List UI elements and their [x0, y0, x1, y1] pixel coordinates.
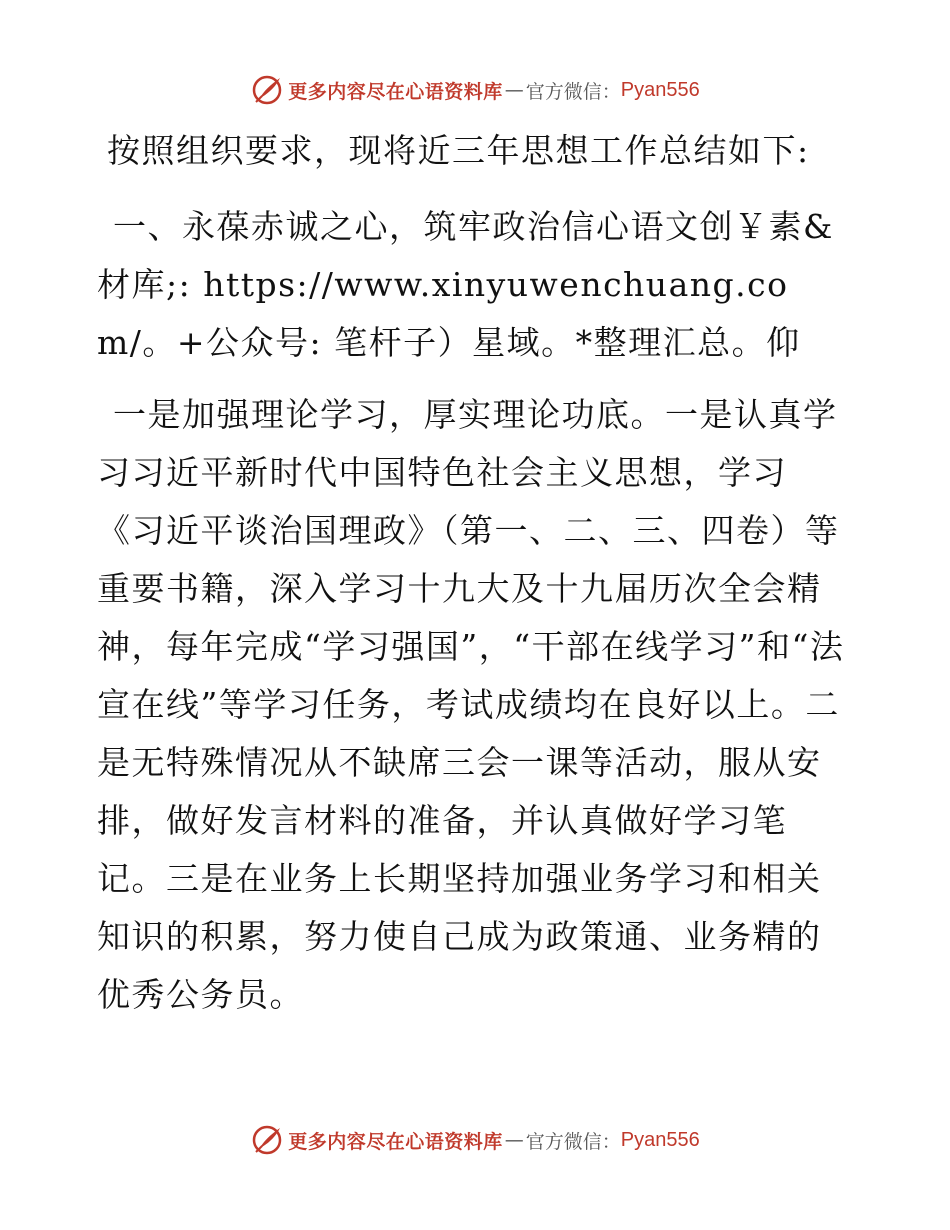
watermark-separator: — — [504, 79, 524, 101]
section-heading-paragraph: 一、永葆赤诚之心，筑牢政治信心语文创￥素&材库;: https://www.xinyuwenchuang.com/。+公众号: 笔杆子）星域。*整理汇总。仰 — [97, 207, 834, 362]
watermark-wechat-label: 官方微信： — [525, 1130, 621, 1153]
watermark-wechat-id: Pyan556 — [620, 1128, 700, 1151]
intro-paragraph: 按照组织要求，现将近三年思想工作总结如下: — [107, 131, 810, 170]
feather-pen-logo-icon — [250, 73, 284, 107]
footer-watermark — [0, 1120, 950, 1160]
watermark-wechat-id: Pyan556 — [620, 78, 700, 101]
watermark-separator: — — [504, 1129, 524, 1151]
watermark-site-text: 更多内容尽在心语资料库 — [288, 1130, 503, 1153]
feather-pen-logo-icon — [250, 1123, 284, 1157]
watermark-wechat-label: 官方微信： — [525, 80, 621, 103]
header-watermark — [0, 70, 950, 110]
watermark-site-text: 更多内容尽在心语资料库 — [288, 80, 503, 103]
body-paragraph: 一是加强理论学习，厚实理论功底。一是认真学习习近平新时代中国特色社会主义思想，学习《习近平谈治国理政》（第一、二、三、四卷）等重要书籍，深入学习十九大及十九届历次全会精神，每年完成“学习强国”，“干部在线学习”和“法宣在线”等学习任务，考试成绩均在良好以上。二是无特殊情况从不缺席三会一课等活动，服从安排，做好发言材料的准备，并认真做好学习笔记。三是在业务上长期坚持加强业务学习和相关知识的积累，努力使自己成为政策通、业务精的优秀公务员。 — [97, 395, 845, 1014]
document-body — [97, 122, 849, 1038]
